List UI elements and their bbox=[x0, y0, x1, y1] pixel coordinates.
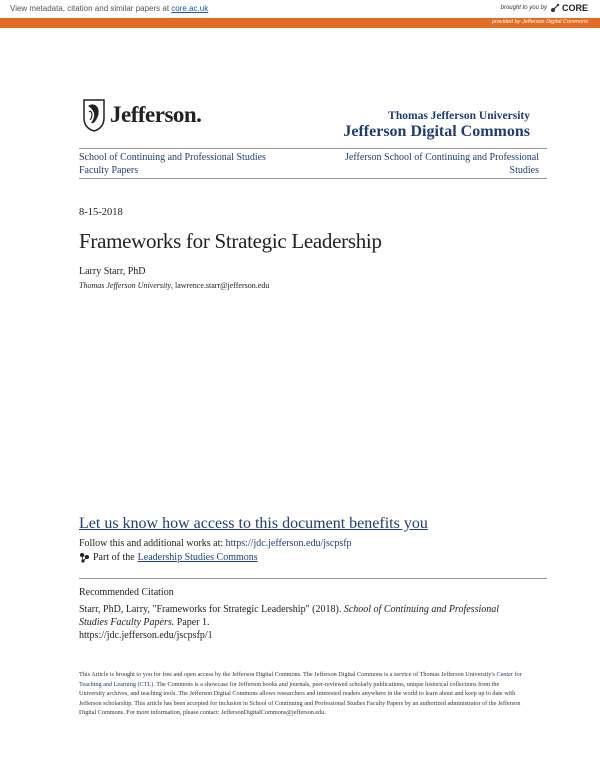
citation-text bbox=[79, 603, 519, 642]
citation-series: School of Continuing and Professional Studies Faculty Papers. bbox=[79, 604, 500, 628]
collection-left-line: Faculty Papers bbox=[79, 165, 139, 176]
collection-right-line: Studies bbox=[509, 165, 539, 176]
footer-text-start: This Article is brought to you for free and open access by the Jefferson Digital Commons. The Jefferson Digital Commons is a service of Thomas Jefferson University's bbox=[79, 671, 497, 678]
follow-text: Follow this and additional works at: bbox=[79, 538, 226, 549]
citation-author-title: Starr, PhD, Larry, "Frameworks for Strategic Leadership" (2018). bbox=[79, 604, 344, 615]
collection-right-link[interactable] bbox=[299, 151, 539, 177]
core-metadata-text bbox=[10, 4, 208, 13]
institution-name[interactable]: Thomas Jefferson University bbox=[388, 110, 530, 122]
provided-by-text: provided by Jefferson Digital Commons bbox=[492, 19, 588, 25]
commons-network-icon bbox=[79, 552, 90, 563]
citation-url: https://jdc.jefferson.edu/jscpsfp/1 bbox=[79, 630, 213, 641]
footer-notice bbox=[79, 670, 524, 718]
core-logo[interactable] bbox=[550, 3, 588, 13]
author-name: Larry Starr, PhD bbox=[79, 266, 146, 277]
core-logo-icon bbox=[550, 3, 560, 13]
part-of-line bbox=[79, 552, 258, 563]
collection-url-link[interactable]: https://jdc.jefferson.edu/jscpsfp bbox=[225, 538, 352, 549]
institution-block bbox=[343, 110, 530, 141]
brought-by-text: brought to you by bbox=[500, 5, 547, 11]
citation-paper-number: Paper 1. bbox=[174, 617, 210, 628]
paper-title: Frameworks for Strategic Leadership bbox=[79, 229, 382, 253]
publication-date: 8-15-2018 bbox=[79, 207, 123, 218]
logo-text: Jefferson. bbox=[110, 102, 202, 127]
repository-name[interactable]: Jefferson Digital Commons bbox=[343, 123, 530, 140]
core-banner bbox=[0, 0, 600, 18]
collection-left-line: School of Continuing and Professional Studies bbox=[79, 152, 266, 163]
collection-row bbox=[79, 148, 547, 179]
author-affiliation bbox=[79, 281, 269, 290]
jefferson-logo[interactable] bbox=[82, 98, 201, 132]
core-link[interactable]: core.ac.uk bbox=[171, 4, 209, 13]
affiliation-email: , lawrence.starr@jefferson.edu bbox=[171, 281, 270, 290]
follow-line bbox=[79, 538, 352, 549]
part-of-text: Part of the bbox=[93, 552, 135, 563]
recommended-citation-heading: Recommended Citation bbox=[79, 587, 174, 598]
footer-text-end: . The Commons is a showcase for Jefferson books and journals, peer-reviewed scholarly publications, unique historical collections from the University archives, and teaching tools. The Jefferson Digital Commons allows researchers and interested readers anywhere in the world to learn about and keep up to date with Jefferson scholarship. This article has been accepted for inclusion in School of Continuing and Professional Studies Faculty Papers by an authorized administrator of the Jefferson Digital Commons. For more information, please contact: JeffersonDigitalCommons@jefferson.edu. bbox=[79, 680, 521, 716]
leadership-commons-link[interactable]: Leadership Studies Commons bbox=[137, 552, 258, 563]
ctl-link[interactable]: Center for Teaching and Learning (CTL) bbox=[79, 671, 522, 688]
feedback-link[interactable]: Let us know how access to this document benefits you bbox=[79, 515, 428, 532]
jefferson-shield-icon bbox=[82, 98, 106, 132]
core-label: CORE bbox=[561, 3, 588, 13]
affiliation-institution: Thomas Jefferson University bbox=[79, 281, 171, 290]
core-metadata-prefix: View metadata, citation and similar papers at bbox=[10, 4, 172, 13]
collection-right-line: Jefferson School of Continuing and Professional bbox=[345, 152, 539, 163]
core-brought-by bbox=[501, 3, 588, 13]
divider bbox=[79, 578, 547, 579]
provided-by-bar bbox=[0, 18, 600, 28]
collection-left-link[interactable] bbox=[79, 151, 266, 177]
